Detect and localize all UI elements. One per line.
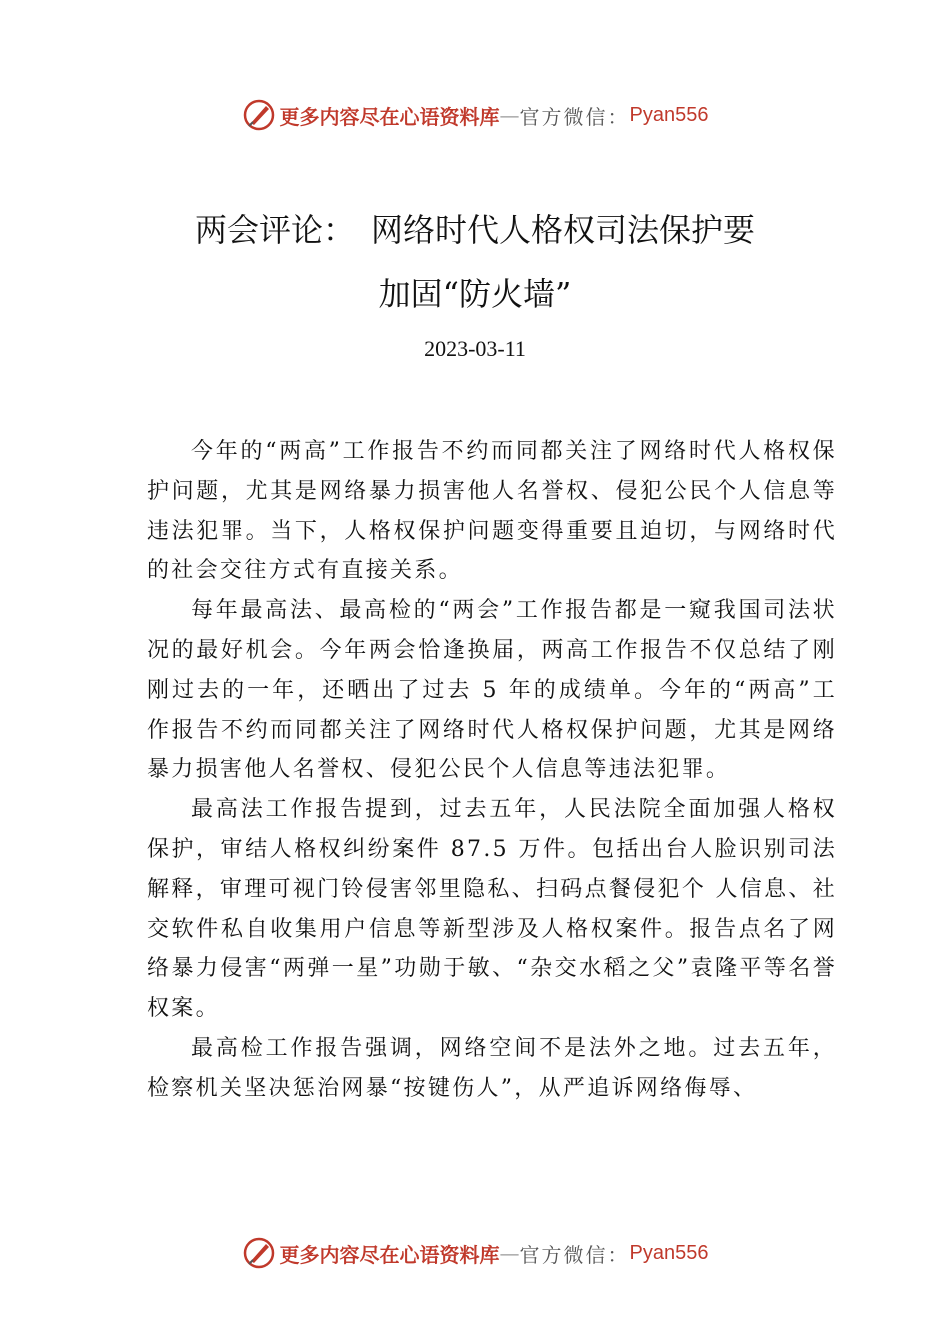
paragraph: 每年最高法、最高检的“两会”工作报告都是一窥我国司法状况的最好机会。今年两会恰逢换届，两高工作报告不仅总结了刚刚过去的一年，还晒出了过去 5 年的成绩单。今年的“两高”工作报告不约而同都关注了网络时代人格权保护问题，尤其是网络暴力损害他人名誉权、侵犯公民个人信息等违法犯罪。 — [147, 598, 837, 783]
paragraph: 今年的“两高”工作报告不约而同都关注了网络时代人格权保护问题，尤其是网络暴力损害他人名誉权、侵犯公民个人信息等违法犯罪。当下，人格权保护问题变得重要且迫切，与网络时代的社会交往方式有直接关系。 — [147, 439, 837, 584]
footer-watermark-banner — [0, 1233, 950, 1273]
banner-dash: — — [499, 1241, 520, 1265]
paragraph: 最高法工作报告提到，过去五年，人民法院全面加强人格权保护，审结人格权纠纷案件 87.5 万件。包括出台人脸识别司法解释，审理可视门铃侵害邻里隐私、扫码点餐侵犯个 人信息、社交软件私自收集用户信息等新型涉及人格权案件。报告点名了网络暴力侵害“两弹一星”功勋于敏、“杂交水稻之父”袁隆平等名誉权案。 — [147, 797, 837, 1022]
banner-wechat-label: 官方微信： — [519, 1242, 630, 1267]
banner-dash: — — [499, 103, 520, 127]
header-watermark-banner — [0, 95, 950, 135]
quill-logo-icon — [242, 1236, 276, 1270]
banner-wechat-id: Pyan556 — [629, 103, 709, 126]
article-date: 2023-03-11 — [424, 336, 526, 361]
banner-slogan: 更多内容尽在心语资料库 — [279, 1242, 500, 1267]
quill-logo-icon — [242, 98, 276, 132]
banner-wechat-label: 官方微信： — [519, 104, 630, 129]
article-title-line2: 加固“防火墙” — [378, 275, 572, 313]
paragraph: 最高检工作报告强调，网络空间不是法外之地。过去五年，检察机关坚决惩治网暴“按键伤人”，从严追诉网络侮辱、 — [147, 1035, 837, 1101]
article-title-line1: 两会评论： 网络时代人格权司法保护要 — [194, 211, 755, 249]
banner-wechat-id: Pyan556 — [629, 1241, 709, 1264]
banner-slogan: 更多内容尽在心语资料库 — [279, 104, 500, 129]
article-body — [147, 432, 837, 1109]
